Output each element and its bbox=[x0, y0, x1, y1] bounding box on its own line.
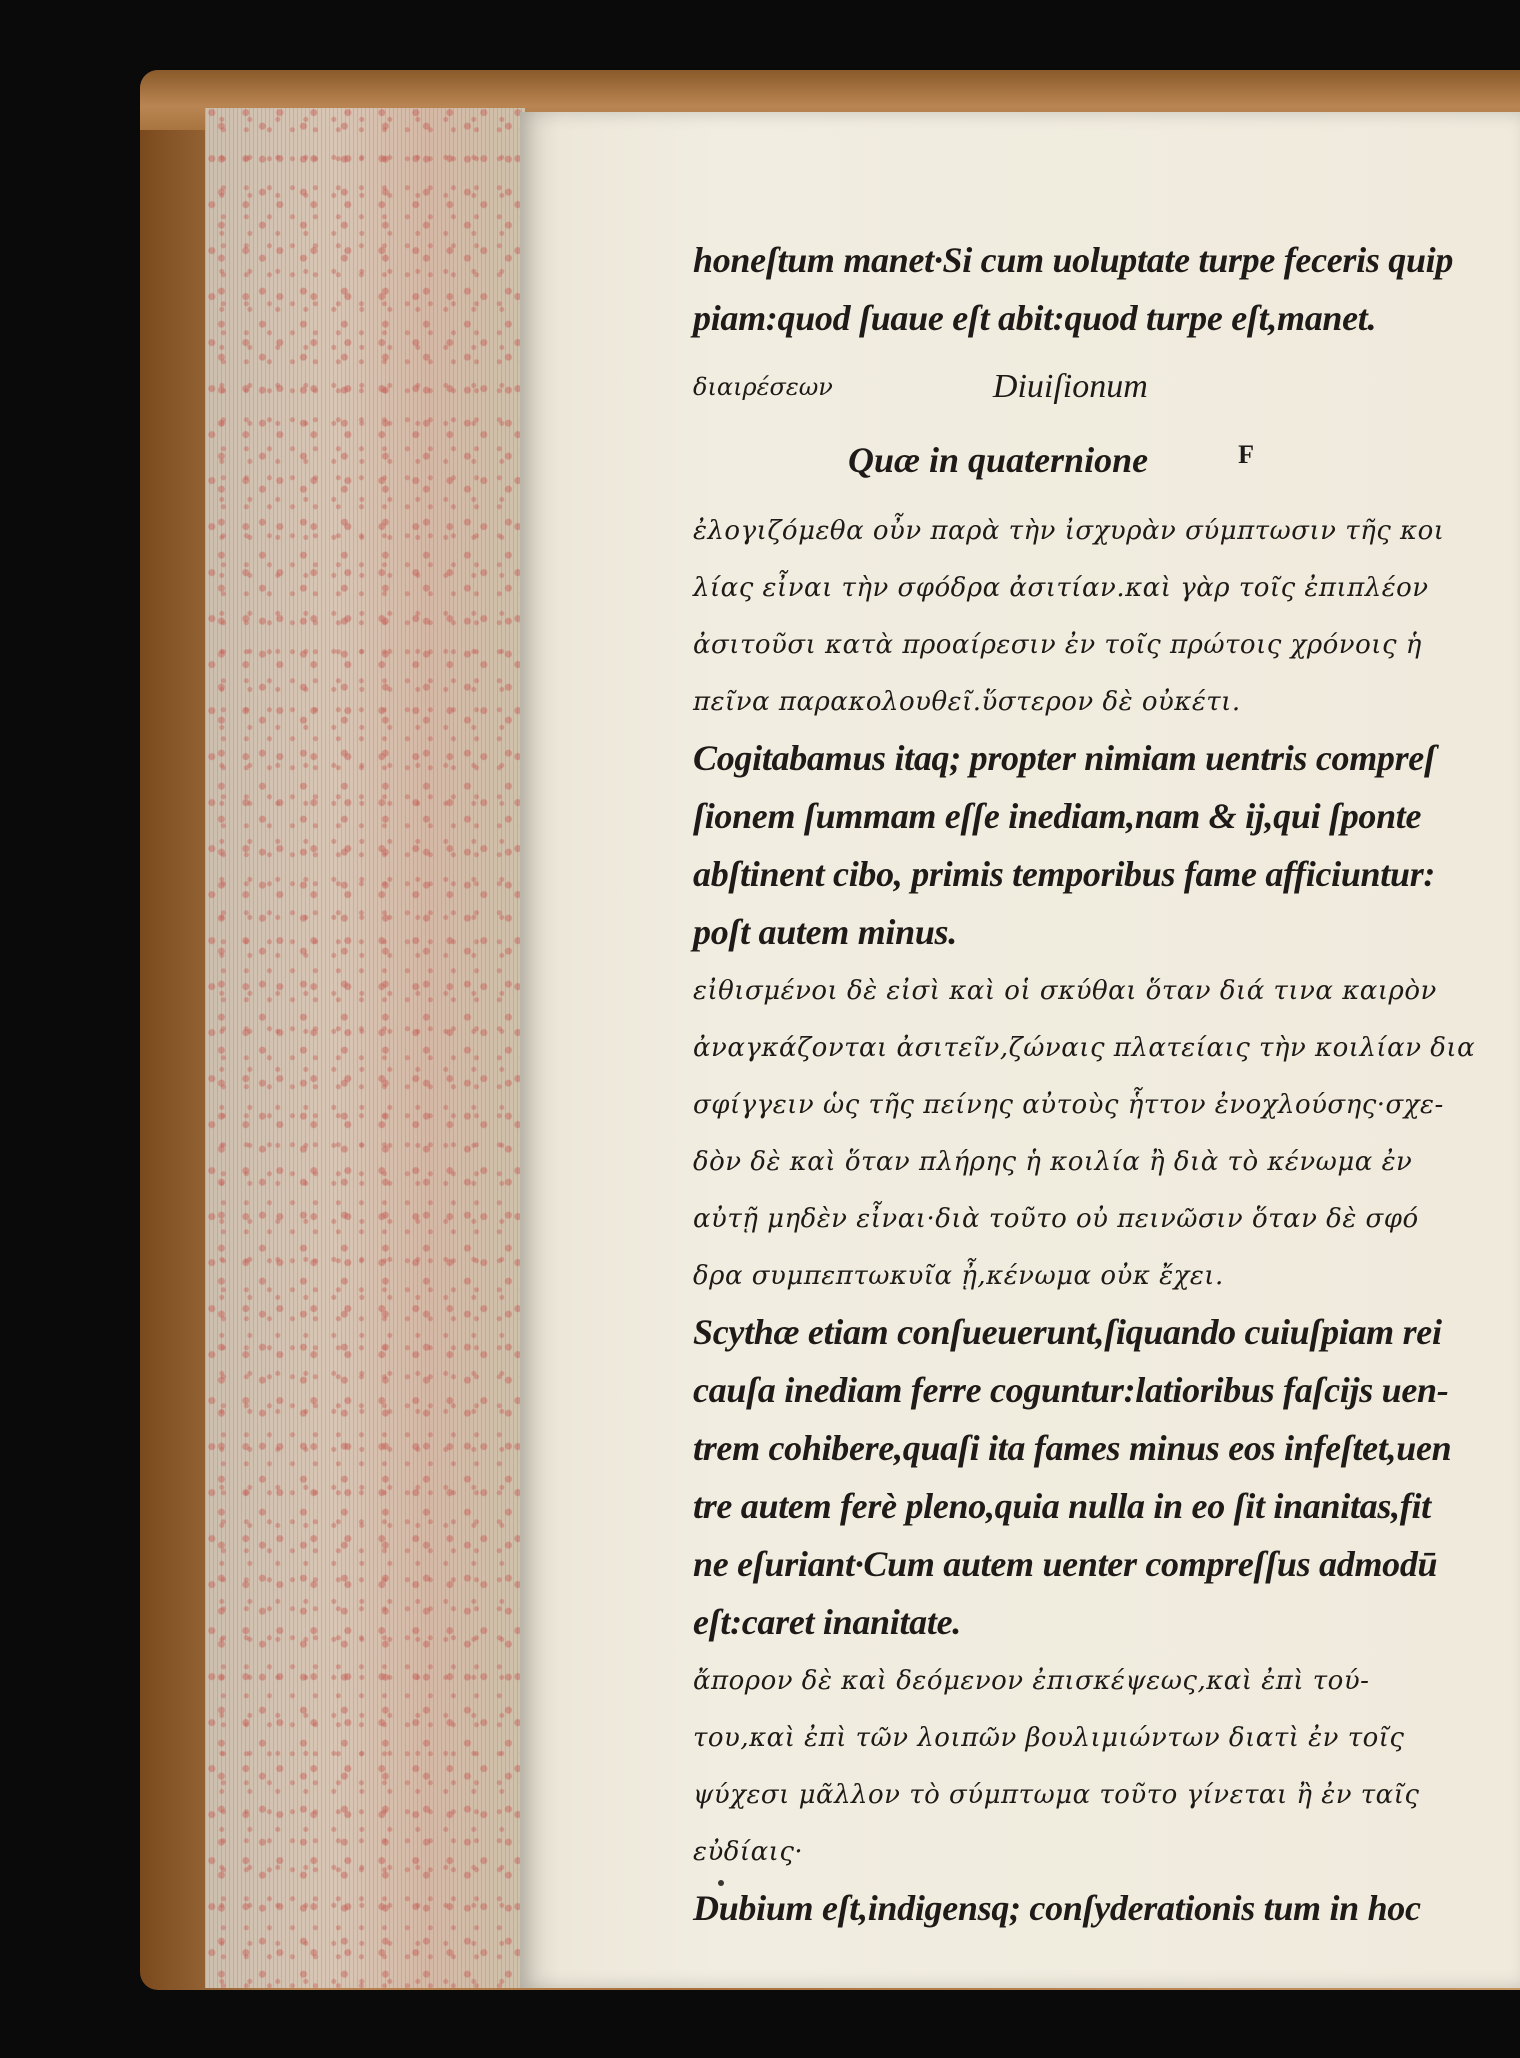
text-line: του,καὶ ἐπὶ τῶν λοιπῶν βουλιμιώντων διατὶ ἐν τοῖς bbox=[693, 1723, 1405, 1753]
signature-mark: F bbox=[1238, 440, 1254, 469]
text-line: ἀσιτοῦσι κατὰ προαίρεσιν ἐν τοῖς πρώτοις χρόνοις ἡ bbox=[693, 630, 1422, 660]
text-line: ἐλογιζόμεθα οὖν παρὰ τὴν ἰσχυρὰν σύμπτωσιν τῆς κοι bbox=[693, 516, 1445, 546]
text-line: cauſa inediam ferre coguntur:latioribus faſcijs uen- bbox=[693, 1370, 1449, 1410]
text-line: Cogitabamus itaq; propter nimiam uentris compreſ bbox=[693, 738, 1436, 778]
text-line: ἄπορον δὲ καὶ δεόμενον ἐπισκέψεως,καὶ ἐπὶ τού- bbox=[693, 1666, 1370, 1696]
text-line: poſt autem minus. bbox=[693, 912, 957, 952]
text-line: εἰθισμένοι δὲ εἰσὶ καὶ οἱ σκύθαι ὅταν διά τινα καιρὸν bbox=[693, 976, 1437, 1006]
text-line: ψύχεσι μᾶλλον τὸ σύμπτωμα τοῦτο γίνεται ἢ ἐν ταῖς bbox=[693, 1780, 1420, 1810]
text-line: Scythæ etiam conſueuerunt,ſiquando cuiuſpiam rei bbox=[693, 1312, 1442, 1352]
section-title-row bbox=[693, 416, 1453, 512]
text-line: ne eſuriant·Cum autem uenter compreſſus admodū bbox=[693, 1544, 1438, 1584]
heading-greek: διαιρέσεων bbox=[693, 373, 833, 401]
text-line: eſt:caret inanitate. bbox=[693, 1602, 961, 1642]
section-heading bbox=[693, 358, 1453, 416]
text-line: abſtinent cibo, primis temporibus fame afficiuntur: bbox=[693, 854, 1436, 894]
heading-latin: Diuiſionum bbox=[992, 368, 1148, 405]
text-line: δὸν δὲ καὶ ὅταν πλήρης ἡ κοιλία ἢ διὰ τὸ κένωμα ἐν bbox=[693, 1147, 1413, 1177]
text-line: honeſtum manet·Si cum uoluptate turpe feceris quip bbox=[693, 240, 1454, 280]
text-block bbox=[693, 240, 1476, 1948]
text-line: tre autem ferè pleno,quia nulla in eo ſit inanitas,fit bbox=[693, 1486, 1431, 1526]
page-fore-edge bbox=[205, 108, 525, 1988]
text-line: σφίγγειν ὡς τῆς πείνης αὐτοὺς ἧττον ἐνοχλούσης·σχε- bbox=[693, 1090, 1444, 1120]
printed-page bbox=[520, 112, 1520, 1988]
text-line: αὐτῇ μηδὲν εἶναι·διὰ τοῦτο οὐ πεινῶσιν ὅταν δὲ σφό bbox=[693, 1204, 1419, 1234]
text-line: piam:quod ſuaue eſt abit:quod turpe eſt,manet. bbox=[693, 298, 1377, 338]
text-line: λίας εἶναι τὴν σφόδρα ἀσιτίαν.καὶ γὰρ τοῖς ἐπιπλέον bbox=[693, 573, 1429, 603]
section-title: Quæ in quaternione bbox=[848, 440, 1149, 480]
text-line: εὐδίαις· bbox=[693, 1837, 804, 1867]
ink-dot bbox=[718, 1880, 724, 1886]
text-line: Dubium eſt,indigensq; conſyderationis tum in hoc bbox=[693, 1888, 1421, 1928]
text-line: δρα συμπεπτωκυῖα ᾖ,κένωμα οὐκ ἔχει. bbox=[693, 1261, 1224, 1291]
text-line: πεῖνα παρακολουθεῖ.ὕστερον δὲ οὐκέτι. bbox=[693, 687, 1241, 717]
text-line: ἀναγκάζονται ἀσιτεῖν,ζώναις πλατείαις τὴν κοιλίαν δια bbox=[693, 1033, 1476, 1063]
text-line: trem cohibere,quaſi ita fames minus eos infeſtet,uen bbox=[693, 1428, 1452, 1468]
text-line: ſionem ſummam eſſe inediam,nam & ij,qui ſponte bbox=[693, 796, 1422, 836]
